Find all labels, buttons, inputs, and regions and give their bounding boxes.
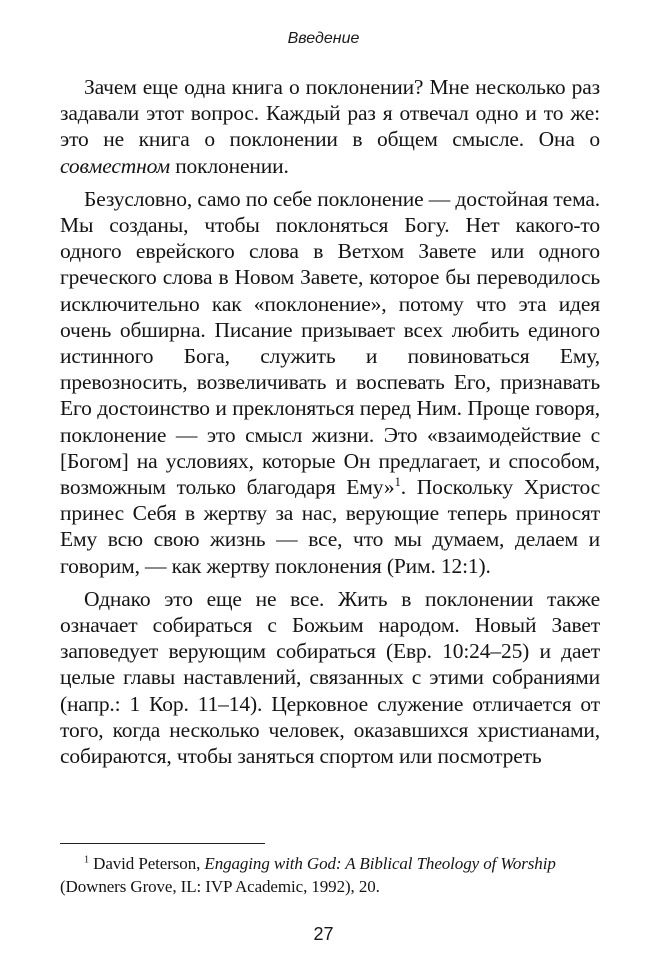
paragraph-2 [60, 186, 600, 579]
footnote-number: 1 [84, 854, 89, 866]
footnote [60, 852, 600, 898]
body-text [60, 74, 600, 776]
running-head: Введение [287, 30, 360, 47]
paragraph-1 [60, 74, 600, 179]
paragraph-2-text-a: Безусловно, само по себе поклонение — достойная тема. Мы созданы, чтобы поклоняться Богу. Нет какого-то одного еврейского слова в Ветхом Завете или одного греческого слова в Новом Завете, которое бы переводилось исключительно как «поклонение», потому что эта идея очень обширна. Писание призывает всех любить единого истинного Бога, служить и повиноваться Ему, превозносить, возвеличивать и воспевать Его, признавать Его достоинство и преклоняться перед Ним. Проще говоря, поклонение — это смысл жизни. Это «взаимодействие с [Богом] на условиях, которые Он предлагает, и способом, возможным только благодаря Ему» [60, 186, 600, 500]
paragraph-3 [60, 586, 600, 769]
page-number: 27 [313, 924, 334, 944]
paragraph-1-text-a: Зачем еще одна книга о поклонении? Мне несколько раз задавали этот вопрос. Каждый раз я отвечал одно и то же: это не книга о поклонении в общем смысле. Она о [60, 75, 600, 152]
paragraph-1-emphasis: совместном [60, 153, 170, 178]
paragraph-1-text-b: поклонении. [169, 153, 289, 178]
paragraph-3-text: Однако это еще не все. Жить в поклонении также означает собираться с Божьим народом. Новый Завет заповедует верующим собираться (Евр. 10:24–25) и дает целые главы наставлений, связанных с этими собраниями (напр.: 1 Кор. 11–14). Церковное служение отличается от того, когда несколько человек, оказавшихся христианами, собираются, чтобы заняться спортом или посмотреть [60, 586, 600, 769]
footnote-reference[interactable]: 1 [394, 474, 401, 489]
footnote-divider [60, 843, 265, 844]
footnote-title: Engaging with God: A Biblical Theology of Worship [204, 854, 556, 873]
footnote-publication: (Downers Grove, IL: IVP Academic, 1992), 20. [60, 877, 380, 896]
footnote-author: David Peterson, [93, 854, 201, 873]
paragraph-2-text-b: . Поскольку Христос принес Себя в жертву за нас, верующие теперь приносят Ему всю свою жизнь — все, что мы думаем, делаем и говорим, — как жертву поклонения (Рим. 12:1). [60, 475, 600, 578]
